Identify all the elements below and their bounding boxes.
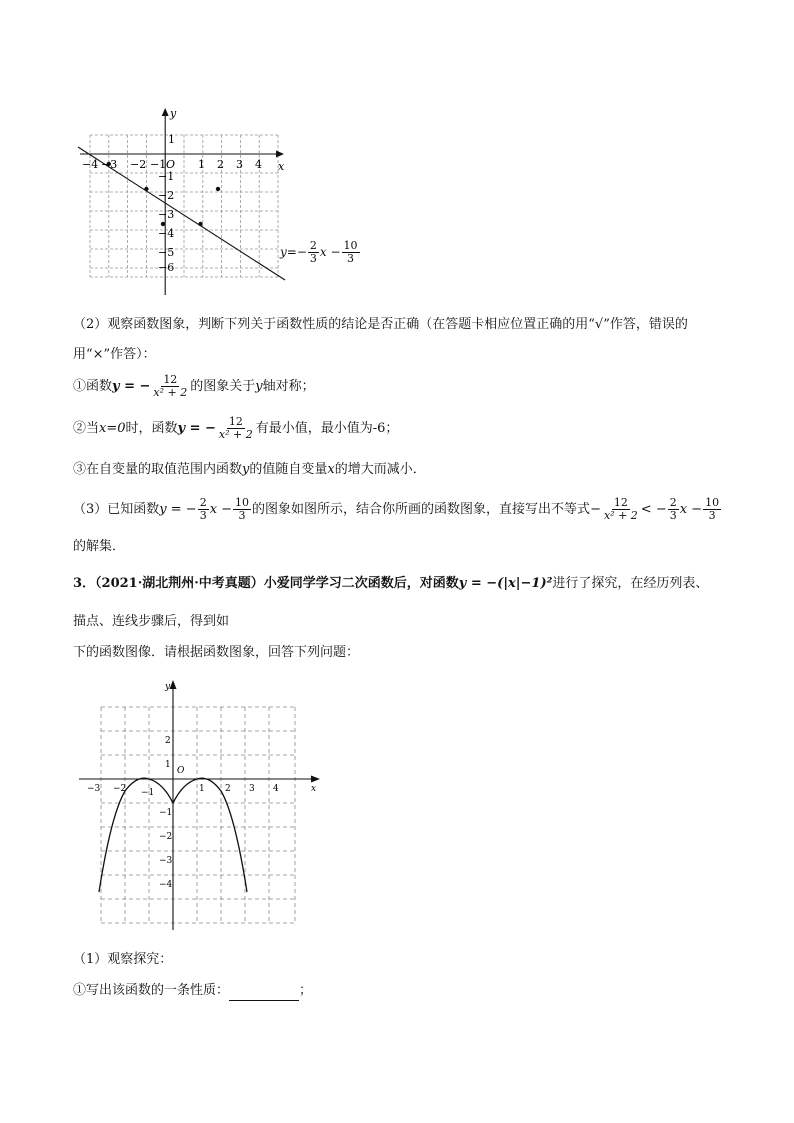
y-tick: 1 xyxy=(168,133,175,146)
y-axis-arrow xyxy=(162,108,169,116)
x-tick: 4 xyxy=(255,158,262,171)
y-axis-label: y xyxy=(165,682,171,692)
x-axis-label: x xyxy=(278,160,285,173)
x-tick: 2 xyxy=(217,158,224,171)
grid xyxy=(90,135,278,277)
x-tick: 1 xyxy=(198,158,205,171)
axes xyxy=(79,683,317,930)
statement-3: ③在自变量的取值范围内函数y的值随自变量x的增大而减小． xyxy=(73,462,426,477)
x-tick: −3 xyxy=(87,784,101,794)
x-tick: −1 xyxy=(150,158,167,171)
part1-item: ①写出该函数的一条性质： ； xyxy=(73,981,312,1001)
origin-label: O xyxy=(177,766,185,776)
y-tick: −5 xyxy=(158,246,175,259)
y-tick: −3 xyxy=(159,856,173,866)
q2-intro: （2）观察函数图象，判断下列关于函数性质的结论是否正确（在答题卡相应位置正确的用“√”作答，错误的 xyxy=(73,317,688,332)
x-tick: 3 xyxy=(249,784,255,794)
line-equation-label: y=− $\frac{2}{3}$ x − $\frac{10}{3}$ xyxy=(280,239,358,265)
y-tick: 1 xyxy=(165,760,171,770)
q3-end: 的解集． xyxy=(73,539,126,554)
x-axis-arrow xyxy=(311,776,320,783)
figure2-graph xyxy=(75,675,335,935)
grid xyxy=(101,707,295,923)
x-tick: −1 xyxy=(141,788,155,798)
x-tick: 1 xyxy=(199,784,205,794)
y-tick: −1 xyxy=(158,170,175,183)
problem3-line1: 3．（2021·湖北荆州·中考真题）小爱同学学习二次函数后，对函数y = −(|x|−1)²进行了探究，在经历列表、 xyxy=(73,576,709,591)
q3-text: （3）已知函数y = − $\frac{2}{3}$ x − $\frac{10}{3}$ 的图象如图所示，结合你所画的函数图象，直接写出不等式− $\frac{12}{\text{x² + 2}}$ < − $\frac{2}{3}$ x − $\frac{10}{3}$ xyxy=(73,496,720,522)
y-tick: 2 xyxy=(165,736,171,746)
x-tick: 4 xyxy=(273,784,279,794)
answer-blank[interactable] xyxy=(229,986,299,1001)
statement-2: ②当x=0时，函数y = − $\frac{12}{\text{x² + 2}}$ 有最小值，最小值为-6； xyxy=(73,415,399,441)
x-tick: −4 xyxy=(82,158,99,171)
y-axis-label: y xyxy=(170,107,177,120)
y-tick: −2 xyxy=(159,832,173,842)
y-tick: −4 xyxy=(159,880,173,890)
origin-label: O xyxy=(166,158,176,171)
y-tick: −1 xyxy=(159,808,173,818)
x-tick: −2 xyxy=(130,158,147,171)
problem3-line3: 下的函数图像．请根据函数图象，回答下列问题： xyxy=(73,645,360,660)
x-tick: 2 xyxy=(225,784,231,794)
y-tick: −3 xyxy=(158,208,175,221)
figure1-graph xyxy=(70,100,370,300)
y-tick: −4 xyxy=(158,227,175,240)
statement-1: ①函数y = − $\frac{12}{\text{x² + 2}}$ 的图象关于y轴对称； xyxy=(73,373,315,399)
y-tick: −2 xyxy=(158,189,175,202)
x-tick: −2 xyxy=(113,784,127,794)
q2-intro-2: 用“×”作答）： xyxy=(73,347,156,362)
axes xyxy=(80,110,282,295)
x-tick: −3 xyxy=(101,158,118,171)
part1-heading: （1）观察探究： xyxy=(73,952,173,967)
x-axis-arrow xyxy=(276,151,284,158)
x-tick: 3 xyxy=(236,158,243,171)
y-tick: −6 xyxy=(158,261,175,274)
x-axis-label: x xyxy=(311,784,317,794)
y-axis-arrow xyxy=(170,680,177,689)
problem3-line2: 描点、连线步骤后，得到如 xyxy=(73,614,230,629)
